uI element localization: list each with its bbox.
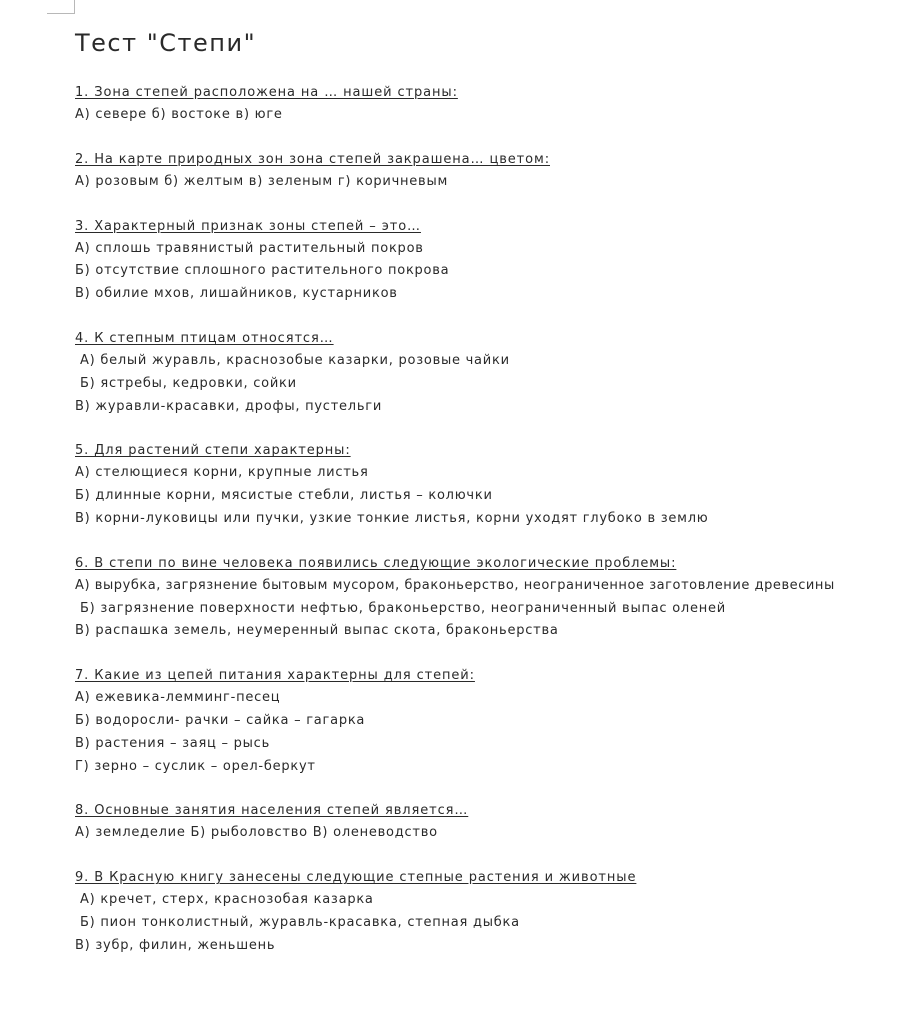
- answer-option: Б) длинные корни, мясистые стебли, листья – колючки: [75, 488, 493, 504]
- answer-option: А) сплошь травянистый растительный покров: [75, 240, 424, 256]
- question-8: [75, 800, 905, 845]
- answer-option: Б) пион тонколистный, журавль-красавка, степная дыбка: [80, 914, 520, 930]
- answer-option: В) растения – заяц – рысь: [75, 735, 270, 751]
- answer-option: В) зубр, филин, женьшень: [75, 937, 276, 953]
- answer-option: Б) загрязнение поверхности нефтью, браконьерство, неограниченный выпас оленей: [80, 600, 726, 616]
- answer-option: Б) водоросли- рачки – сайка – гагарка: [75, 712, 366, 728]
- answer-option: Б) ястребы, кедровки, сойки: [80, 375, 297, 391]
- question-text: 4. К степным птицам относятся…: [75, 330, 334, 346]
- question-text: 7. Какие из цепей питания характерны для степей:: [75, 668, 475, 684]
- question-5: [75, 440, 905, 530]
- question-9: [75, 867, 905, 957]
- question-4: [75, 328, 905, 418]
- answer-option: В) обилие мхов, лишайников, кустарников: [75, 286, 398, 302]
- question-text: 9. В Красную книгу занесены следующие степные растения и животные: [75, 870, 637, 886]
- question-text: 1. Зона степей расположена на … нашей страны:: [75, 85, 458, 100]
- question-text: 6. В степи по вине человека появились следующие экологические проблемы:: [75, 555, 677, 571]
- question-text: 5. Для растений степи характерны:: [75, 443, 351, 459]
- page-corner-mark: [47, 0, 75, 14]
- answer-option: А) земледелие Б) рыболовство В) оленеводство: [75, 825, 438, 841]
- answer-option: Б) отсутствие сплошного растительного покрова: [75, 263, 450, 279]
- answer-option: А) севере б) востоке в) юге: [75, 107, 283, 122]
- question-1: [75, 82, 905, 127]
- question-text: 2. На карте природных зон зона степей закрашена… цветом:: [75, 151, 550, 167]
- answer-option: А) кречет, стерх, краснозобая казарка: [80, 892, 374, 908]
- answer-option: А) вырубка, загрязнение бытовым мусором, браконьерство, неограниченное заготовление древесины: [75, 577, 835, 593]
- test-document: [75, 28, 905, 980]
- question-3: [75, 216, 905, 306]
- question-text: 3. Характерный признак зоны степей – это…: [75, 218, 421, 234]
- answer-option: А) стелющиеся корни, крупные листья: [75, 465, 369, 481]
- answer-option: А) белый журавль, краснозобые казарки, розовые чайки: [80, 352, 510, 368]
- answer-option: В) распашка земель, неумеренный выпас скота, браконьерства: [75, 623, 559, 639]
- answer-option: В) корни-луковицы или пучки, узкие тонкие листья, корни уходят глубоко в землю: [75, 510, 709, 526]
- answer-option: Г) зерно – суслик – орел-беркут: [75, 758, 316, 774]
- question-6: [75, 553, 905, 643]
- answer-option: А) розовым б) желтым в) зеленым г) коричневым: [75, 173, 449, 189]
- question-text: 8. Основные занятия населения степей является…: [75, 803, 469, 819]
- question-2: [75, 149, 905, 194]
- question-7: [75, 665, 905, 778]
- answer-option: А) ежевика-лемминг-песец: [75, 690, 281, 706]
- answer-option: В) журавли-красавки, дрофы, пустельги: [75, 398, 383, 414]
- page-title: Тест "Степи": [75, 29, 257, 57]
